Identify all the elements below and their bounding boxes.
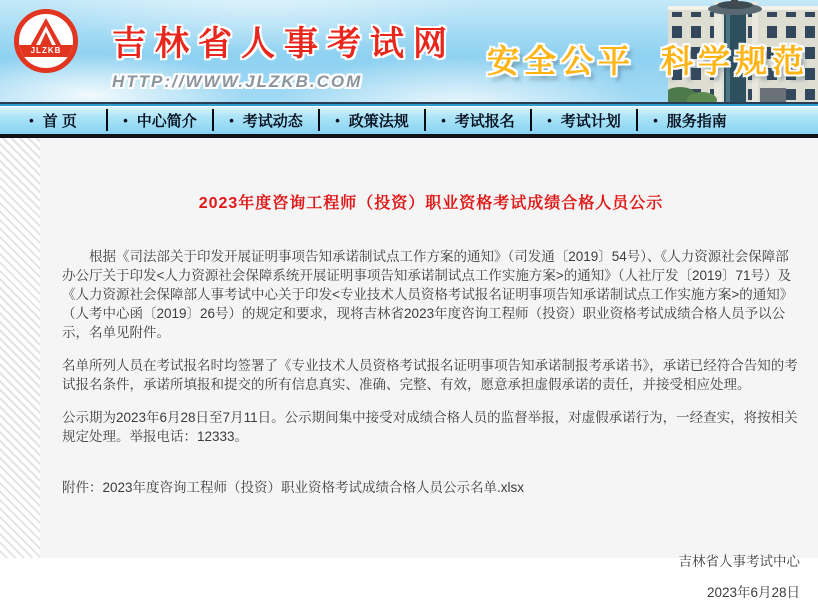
signature-date: 2023年6月28日: [706, 585, 800, 600]
bullet-icon: •: [123, 112, 128, 128]
paragraph-commitment: 名单所列人员在考试报名时均签署了《专业技术人员资格考试报名证明事项告知承诺制报考承诺书》，承诺已经符合告知的考试报名条件，承诺所填报和提交的所有信息真实、准确、完整、有效，愿意承担虚假承诺的责任，并接受相应处理。: [62, 358, 798, 392]
nav-item-home[interactable]: [0, 109, 106, 131]
nav-label: 政策法规: [348, 112, 409, 130]
nav-item-policies[interactable]: [318, 109, 424, 131]
nav-label: 考试计划: [560, 112, 621, 130]
announcement-body: [62, 247, 800, 446]
bullet-icon: •: [229, 112, 234, 128]
nav-label: 首 页: [42, 112, 77, 130]
announcement-title: 2023年度咨询工程师（投资）职业资格考试成绩合格人员公示: [198, 195, 664, 212]
banner-slogan: [487, 36, 809, 82]
site-title-block: [112, 16, 456, 92]
bullet-icon: •: [441, 112, 446, 128]
bullet-icon: •: [29, 112, 34, 128]
main-nav: [0, 104, 818, 138]
paragraph-basis: 根据《司法部关于印发开展证明事项告知承诺制试点工作方案的通知》（司发通〔2019〕54号）、《人力资源社会保障部办公厅关于印发<人力资源社会保障系统开展证明事项告知承诺制试点工作实施方案>的通知》（人社厅发〔2019〕71号）及《人力资源社会保障部人事考试中心关于印发<专业技术人员资格考试报名证明事项告知承诺制试点工作实施方案>的通知》（人考中心函〔2019〕26号）的规定和要求，现将吉林省2023年度咨询工程师（投资）职业资格考试成绩合格人员予以公示，名单见附件。: [62, 249, 794, 340]
paragraph-publicity-period: 公示期为2023年6月28日至7月11日。公示期间集中接受对成绩合格人员的监督举报，对虚假承诺行为，一经查实，将按相关规定处理。举报电话：12333。: [62, 410, 798, 444]
nav-label: 考试动态: [242, 112, 303, 130]
site-url: HTTP://WWW.JLZKB.COM: [112, 72, 363, 91]
nav-item-service-guide[interactable]: [636, 109, 742, 131]
site-banner: [0, 0, 818, 104]
nav-item-registration[interactable]: [424, 109, 530, 131]
bullet-icon: •: [335, 112, 340, 128]
slogan-right: 科学规范: [661, 43, 810, 79]
slogan-left: 安全公平: [487, 43, 636, 79]
bullet-icon: •: [547, 112, 552, 128]
attachment-link[interactable]: 附件：2023年度咨询工程师（投资）职业资格考试成绩合格人员公示名单.xlsx: [62, 480, 525, 495]
left-hatched-margin: [0, 138, 40, 558]
nav-item-exam-schedule[interactable]: [530, 109, 636, 131]
nav-item-exam-news[interactable]: [212, 109, 318, 131]
nav-label: 服务指南: [666, 112, 727, 130]
page-body: [0, 138, 818, 600]
site-name: 吉林省人事考试网: [112, 25, 456, 63]
nav-label: 考试报名: [454, 112, 515, 130]
nav-item-about[interactable]: [106, 109, 212, 131]
bullet-icon: •: [653, 112, 658, 128]
signature-block: [62, 550, 800, 601]
logo-text: JLZKB: [15, 45, 77, 57]
announcement-content: [40, 138, 818, 600]
nav-label: 中心简介: [136, 112, 197, 130]
site-logo[interactable]: [14, 9, 78, 73]
signature-org: 吉林省人事考试中心: [678, 554, 800, 569]
